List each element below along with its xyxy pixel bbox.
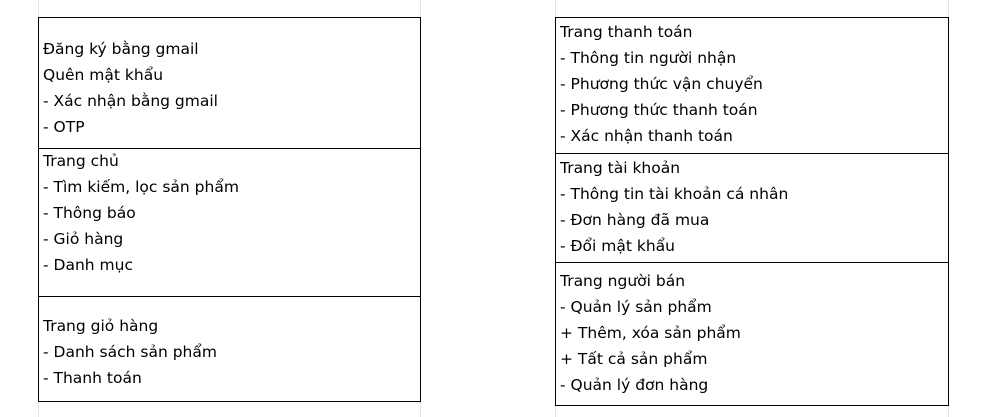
- list-item: - Đơn hàng đã mua: [560, 211, 710, 229]
- section-title: Trang người bán: [560, 272, 686, 290]
- list-item: - Tìm kiếm, lọc sản phẩm: [43, 178, 239, 196]
- section-title: Quên mật khẩu: [43, 66, 164, 84]
- right-section-account: [555, 153, 949, 263]
- list-item: + Thêm, xóa sản phẩm: [560, 324, 741, 342]
- left-section-cart: [38, 296, 421, 402]
- section-title: Trang giỏ hàng: [43, 317, 159, 335]
- right-section-checkout: [555, 17, 949, 154]
- section-title: Đăng ký bằng gmail: [43, 40, 199, 58]
- list-item: - Thông báo: [43, 204, 136, 222]
- section-title: Trang thanh toán: [560, 23, 693, 41]
- list-item: - Phương thức thanh toán: [560, 101, 758, 119]
- left-section-home: [38, 148, 421, 297]
- list-item: - Xác nhận bằng gmail: [43, 92, 218, 110]
- left-section-signup: [38, 17, 421, 149]
- section-title: Trang chủ: [43, 152, 119, 170]
- list-item: - Danh mục: [43, 256, 133, 274]
- list-item: - Thanh toán: [43, 369, 142, 387]
- list-item: + Tất cả sản phẩm: [560, 350, 708, 368]
- list-item: - Quản lý đơn hàng: [560, 376, 709, 394]
- list-item: - Giỏ hàng: [43, 230, 124, 248]
- right-section-seller: [555, 262, 949, 406]
- list-item: - Thông tin tài khoản cá nhân: [560, 185, 789, 203]
- list-item: - Đổi mật khẩu: [560, 237, 675, 255]
- list-item: - Phương thức vận chuyển: [560, 75, 763, 93]
- section-title: Trang tài khoản: [560, 159, 681, 177]
- list-item: - Thông tin người nhận: [560, 49, 737, 67]
- list-item: - Quản lý sản phẩm: [560, 298, 712, 316]
- list-item: - OTP: [43, 118, 85, 136]
- list-item: - Xác nhận thanh toán: [560, 127, 733, 145]
- list-item: - Danh sách sản phẩm: [43, 343, 217, 361]
